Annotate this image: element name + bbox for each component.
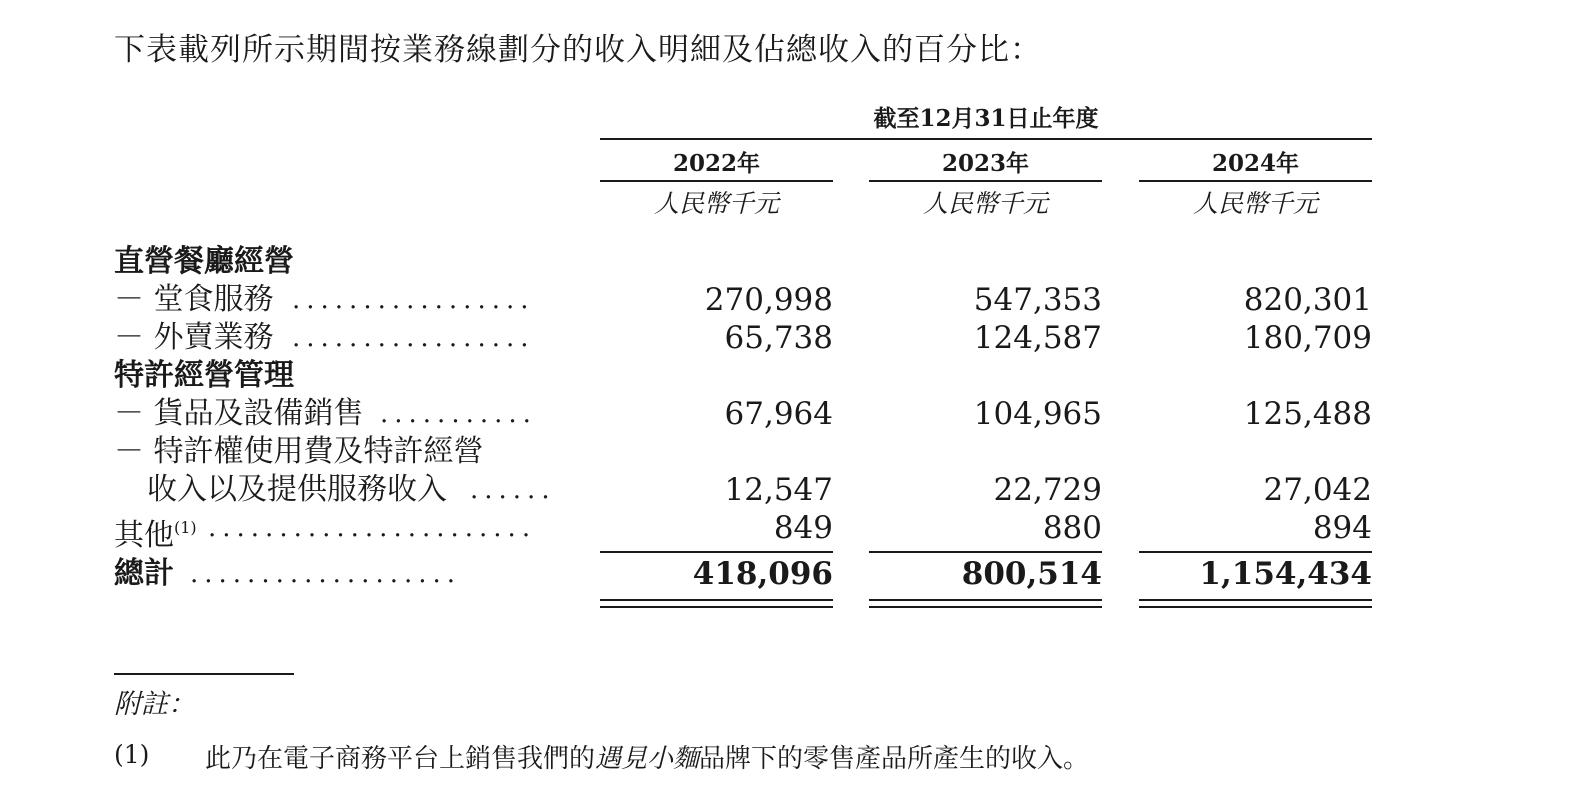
year-header-2024: 2024年 xyxy=(1211,150,1299,177)
unit-label-2022: 人民幣千元 xyxy=(653,189,779,218)
value-2022: 849 xyxy=(773,510,833,546)
dot-leader: ....................... xyxy=(208,513,537,543)
value-2024: 820,301 xyxy=(1243,282,1372,318)
section-heading-franchise: 特許經營管理 xyxy=(114,358,294,393)
row-label: － 堂食服務 xyxy=(114,282,274,317)
dot-leader: ................. xyxy=(292,285,535,315)
total-label: 總計 xyxy=(114,556,174,591)
year-header-2023: 2023年 xyxy=(941,150,1029,177)
year-rule-2022 xyxy=(600,180,833,182)
total-double-rule-2023-b xyxy=(869,606,1102,608)
subtotal-rule-2024 xyxy=(1139,551,1372,553)
value-2022: 12,547 xyxy=(724,472,833,508)
value-2024: 125,488 xyxy=(1243,396,1372,432)
notes-separator xyxy=(114,673,294,675)
note-text-after: 品牌下的零售產品所產生的收入。 xyxy=(699,744,1090,774)
row-label: － 外賣業務 xyxy=(114,320,274,355)
total-double-rule-2022-b xyxy=(600,606,833,608)
value-2022: 67,964 xyxy=(724,396,833,432)
unit-label-2023: 人民幣千元 xyxy=(922,189,1048,218)
dot-leader: ........... xyxy=(380,399,537,429)
value-2023: 22,729 xyxy=(993,472,1102,508)
dot-leader: ...... xyxy=(470,475,556,505)
section-heading-direct-restaurants: 直營餐廳經營 xyxy=(114,244,294,279)
row-label: － 特許權使用費及特許經營 xyxy=(114,434,484,469)
notes-heading: 附註： xyxy=(114,689,195,720)
total-double-rule-2022-a xyxy=(600,599,833,601)
note-text xyxy=(205,738,1089,775)
total-2024: 1,154,434 xyxy=(1199,556,1372,592)
value-2024: 180,709 xyxy=(1243,320,1372,356)
value-2023: 880 xyxy=(1042,510,1102,546)
unit-label-2024: 人民幣千元 xyxy=(1192,189,1318,218)
value-2022: 65,738 xyxy=(724,320,833,356)
value-2023: 547,353 xyxy=(973,282,1102,318)
subtotal-rule-2022 xyxy=(600,551,833,553)
period-header-rule xyxy=(600,138,1372,140)
value-2024: 27,042 xyxy=(1263,472,1372,508)
year-rule-2023 xyxy=(869,180,1102,182)
total-2022: 418,096 xyxy=(692,556,833,592)
note-marker: (1) xyxy=(114,740,150,769)
value-2022: 270,998 xyxy=(704,282,833,318)
footnote-ref: (1) xyxy=(174,518,197,537)
dot-leader: ................... xyxy=(190,559,462,589)
value-2024: 894 xyxy=(1312,510,1372,546)
total-double-rule-2024-a xyxy=(1139,599,1372,601)
subtotal-rule-2023 xyxy=(869,551,1102,553)
row-label-continuation: 收入以及提供服務收入 xyxy=(147,472,447,507)
total-double-rule-2023-a xyxy=(869,599,1102,601)
dot-leader: ................. xyxy=(292,323,535,353)
row-label-text: 其他 xyxy=(114,518,174,553)
period-header: 截至12月31日止年度 xyxy=(873,105,1099,132)
row-label xyxy=(114,510,197,554)
row-label: － 貨品及設備銷售 xyxy=(114,396,364,431)
value-2023: 104,965 xyxy=(973,396,1102,432)
total-double-rule-2024-b xyxy=(1139,606,1372,608)
value-2023: 124,587 xyxy=(973,320,1102,356)
intro-text: 下表載列所示期間按業務線劃分的收入明細及佔總收入的百分比： xyxy=(114,32,1042,68)
year-header-2022: 2022年 xyxy=(672,150,760,177)
note-brand-name: 遇見小麵 xyxy=(595,744,700,774)
note-text-before: 此乃在電子商務平台上銷售我們的 xyxy=(205,744,596,774)
year-rule-2024 xyxy=(1139,180,1372,182)
total-2023: 800,514 xyxy=(961,556,1102,592)
